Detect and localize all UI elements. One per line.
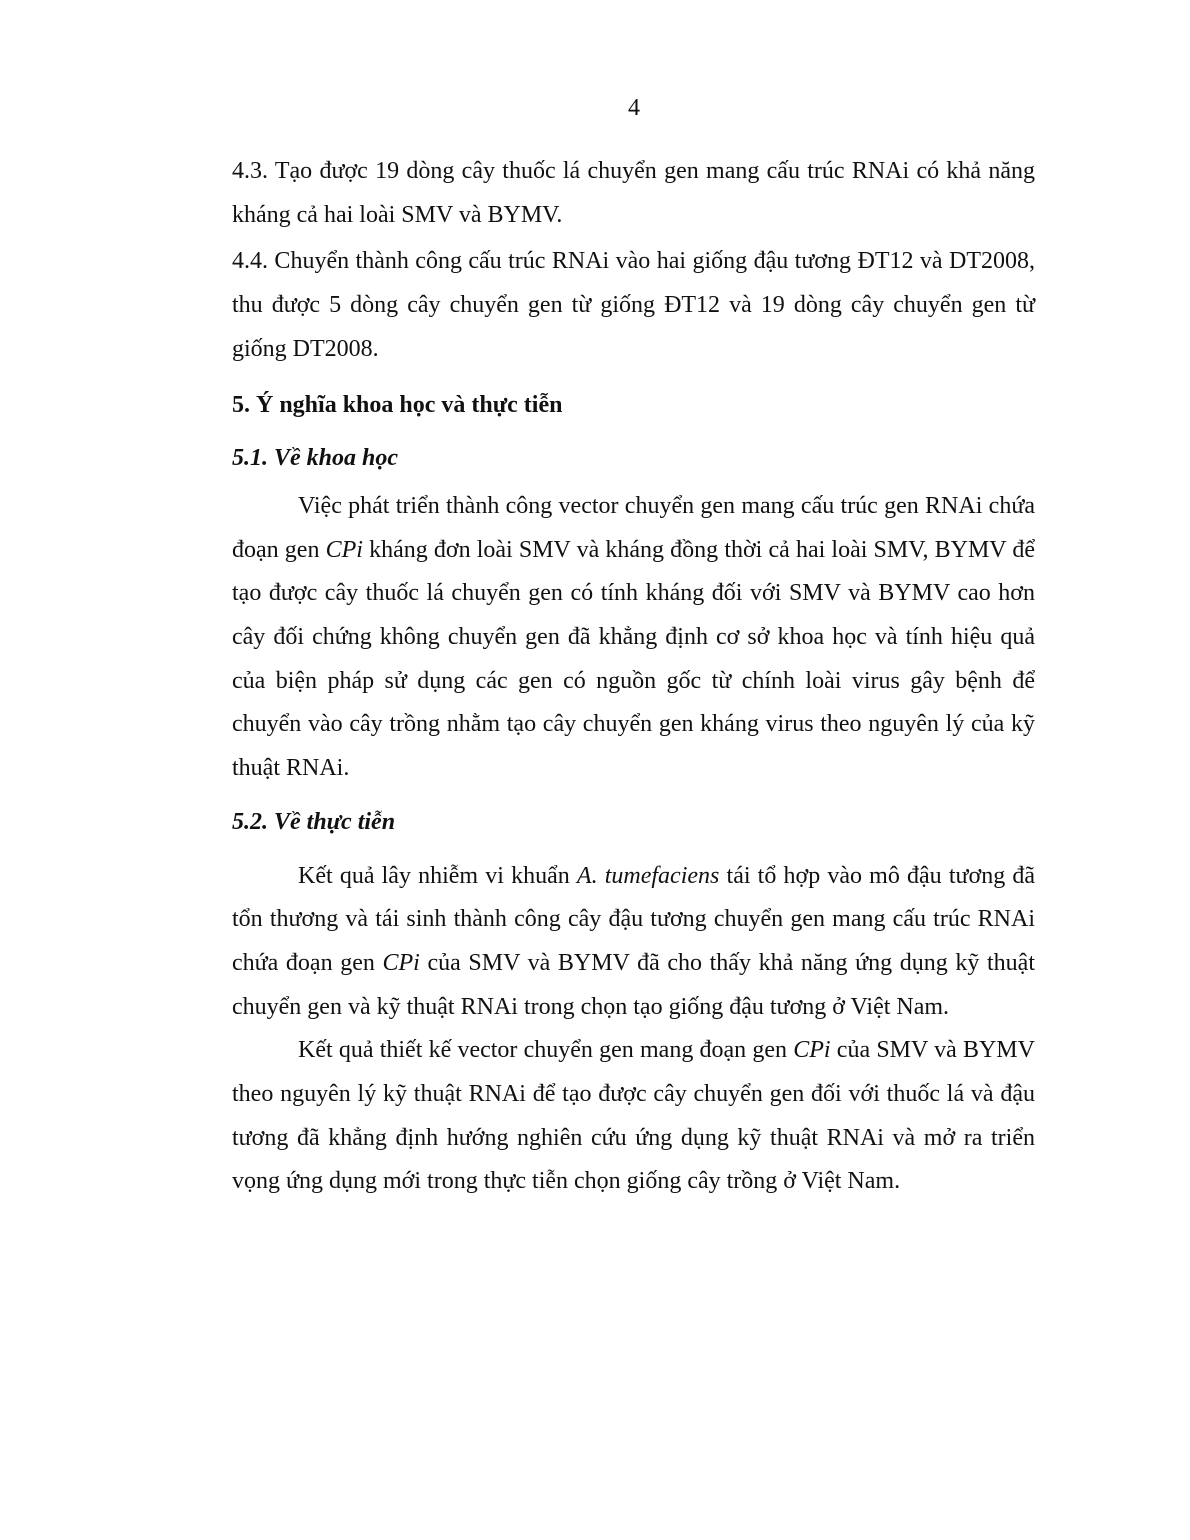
- practical-significance-paragraph-2: [232, 1029, 1035, 1204]
- gene-name-cpi: CPi: [382, 949, 420, 976]
- gene-name-cpi: CPi: [793, 1037, 831, 1064]
- section-5-2-heading: 5.2. Về thực tiễn: [232, 808, 396, 835]
- text-run: của SMV và BYMV theo nguyên lý kỹ thuật RNAi để tạo được cây chuyển gen đối với thuốc lá và đậu tương đã khẳng định hướng nghiên cứu ứng dụng kỹ thuật RNAi và mở ra triển vọng ứng dụng mới trong thực tiễn chọn giống cây trồng ở Việt Nam.: [232, 1037, 1035, 1195]
- practical-significance-paragraph-1: [232, 855, 1035, 1030]
- section-5-heading: 5. Ý nghĩa khoa học và thực tiễn: [232, 391, 563, 418]
- result-item-4-3: 4.3. Tạo được 19 dòng cây thuốc lá chuyển gen mang cấu trúc RNAi có khả năng kháng cả hai loài SMV và BYMV.: [232, 158, 1035, 228]
- text-run: của SMV và BYMV đã cho thấy khả năng ứng dụng kỹ thuật chuyển gen và kỹ thuật RNAi trong chọn tạo giống đậu tương ở Việt Nam.: [232, 949, 1036, 1020]
- text-run: Kết quả lây nhiễm vi khuẩn: [298, 862, 577, 889]
- page-number: 4: [628, 95, 640, 121]
- text-run: kháng đơn loài SMV và kháng đồng thời cả hai loài SMV, BYMV để tạo được cây thuốc lá chuyển gen có tính kháng đối với SMV và BYMV cao hơn cây đối chứng không chuyển gen đã khẳng định cơ sở khoa học và tính hiệu quả của biện pháp sử dụng các gen có nguồn gốc từ chính loài virus gây bệnh để chuyển vào cây trồng nhằm tạo cây chuyển gen kháng virus theo nguyên lý của kỹ thuật RNAi.: [232, 536, 1035, 782]
- document-body: [232, 150, 1035, 1204]
- section-5-1-heading: 5.1. Về khoa học: [232, 445, 399, 472]
- gene-name-cpi: CPi: [325, 536, 363, 563]
- text-run: tái tổ hợp vào mô đậu tương đã tổn thương và tái sinh thành công cây đậu tương chuyển gen mang cấu trúc RNAi chứa đoạn gen: [232, 862, 1036, 976]
- text-run: Kết quả thiết kế vector chuyển gen mang đoạn gen: [298, 1037, 794, 1064]
- species-name: A. tumefaciens: [576, 862, 720, 889]
- scientific-significance-paragraph: [232, 485, 1035, 791]
- text-run: Việc phát triển thành công vector chuyển gen mang cấu trúc gen RNAi chứa đoạn gen: [232, 492, 1035, 563]
- result-item-4-4: 4.4. Chuyển thành công cấu trúc RNAi vào hai giống đậu tương ĐT12 và DT2008, thu được 5 dòng cây chuyển gen từ giống ĐT12 và 19 dòng cây chuyển gen từ giống DT2008.: [232, 248, 1035, 362]
